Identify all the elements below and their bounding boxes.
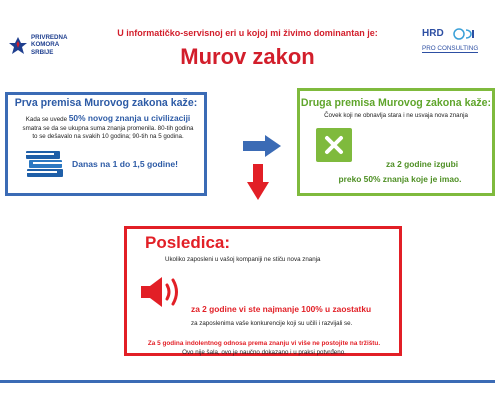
first-premise-box — [5, 92, 207, 196]
books-icon — [24, 147, 66, 179]
arrow-down-icon — [247, 164, 269, 200]
hrd-logo-brand: HRD — [422, 28, 444, 39]
page-title: Murov zakon — [180, 44, 315, 69]
first-premise-line3: to se dešavalo na svakih 10 godina; 90-tih na 5 godina. — [32, 133, 184, 141]
first-premise-highlight: 50% novog znanja u civilizaciji — [68, 113, 191, 123]
pks-logo-line: SRBIJE — [31, 48, 54, 56]
first-premise-text — [12, 114, 204, 142]
consequence-line2: za zaposlenima vaše konkurencije koji su učili i razvijali se. — [191, 320, 353, 327]
header-subtitle: U informatičko-servisnoj eri u kojoj mi živimo dominantan je: — [117, 28, 378, 38]
first-premise-line2: smatra se da se ukupna suma znanja promenila. 80-tih godina — [22, 124, 194, 132]
pks-logo-line: KOMORA — [31, 41, 60, 49]
hrd-logo-tagline: PRO CONSULTING — [422, 45, 479, 52]
bottom-divider — [0, 380, 495, 383]
consequence-subtext: Ukoliko zaposleni u vašoj kompaniji ne stiču nova znanja — [165, 256, 321, 263]
first-premise-line1-pre: Kada se uvede — [25, 116, 69, 123]
consequence-box — [124, 226, 402, 356]
consequence-heading: Posledica: — [145, 233, 231, 252]
speaker-icon — [139, 275, 185, 309]
second-premise-subtext: Čovek koji ne obnavlja stara i ne usvaja nova znanja — [324, 112, 468, 119]
first-premise-conclusion: Danas na 1 do 1,5 godine! — [72, 159, 179, 169]
hrd-logo — [422, 28, 488, 62]
consequence-line1: za 2 godine vi ste najmanje 100% u zaostatku — [191, 304, 372, 314]
pks-logo-line: PRIVREDNA — [31, 34, 68, 41]
second-premise-box — [297, 88, 495, 196]
first-premise-heading: Prva premisa Murovog zakona kaže: — [14, 97, 198, 109]
consequence-line4: Ovo nije šala, ovo je naučno dokazano i u praksi potvrđeno. — [182, 349, 346, 356]
cross-icon — [316, 128, 352, 162]
second-premise-line2: preko 50% znanja koje je imao. — [338, 174, 462, 184]
second-premise-line1: za 2 godine izgubi — [385, 159, 459, 169]
arrow-right-icon — [243, 135, 281, 157]
hrd-logo-icon — [453, 28, 475, 40]
consequence-line3: Za 5 godina indolentnog odnosa prema znanju vi više ne postojite na tržištu. — [147, 340, 381, 347]
second-premise-heading: Druga premisa Murovog zakona kaže: — [300, 97, 492, 109]
